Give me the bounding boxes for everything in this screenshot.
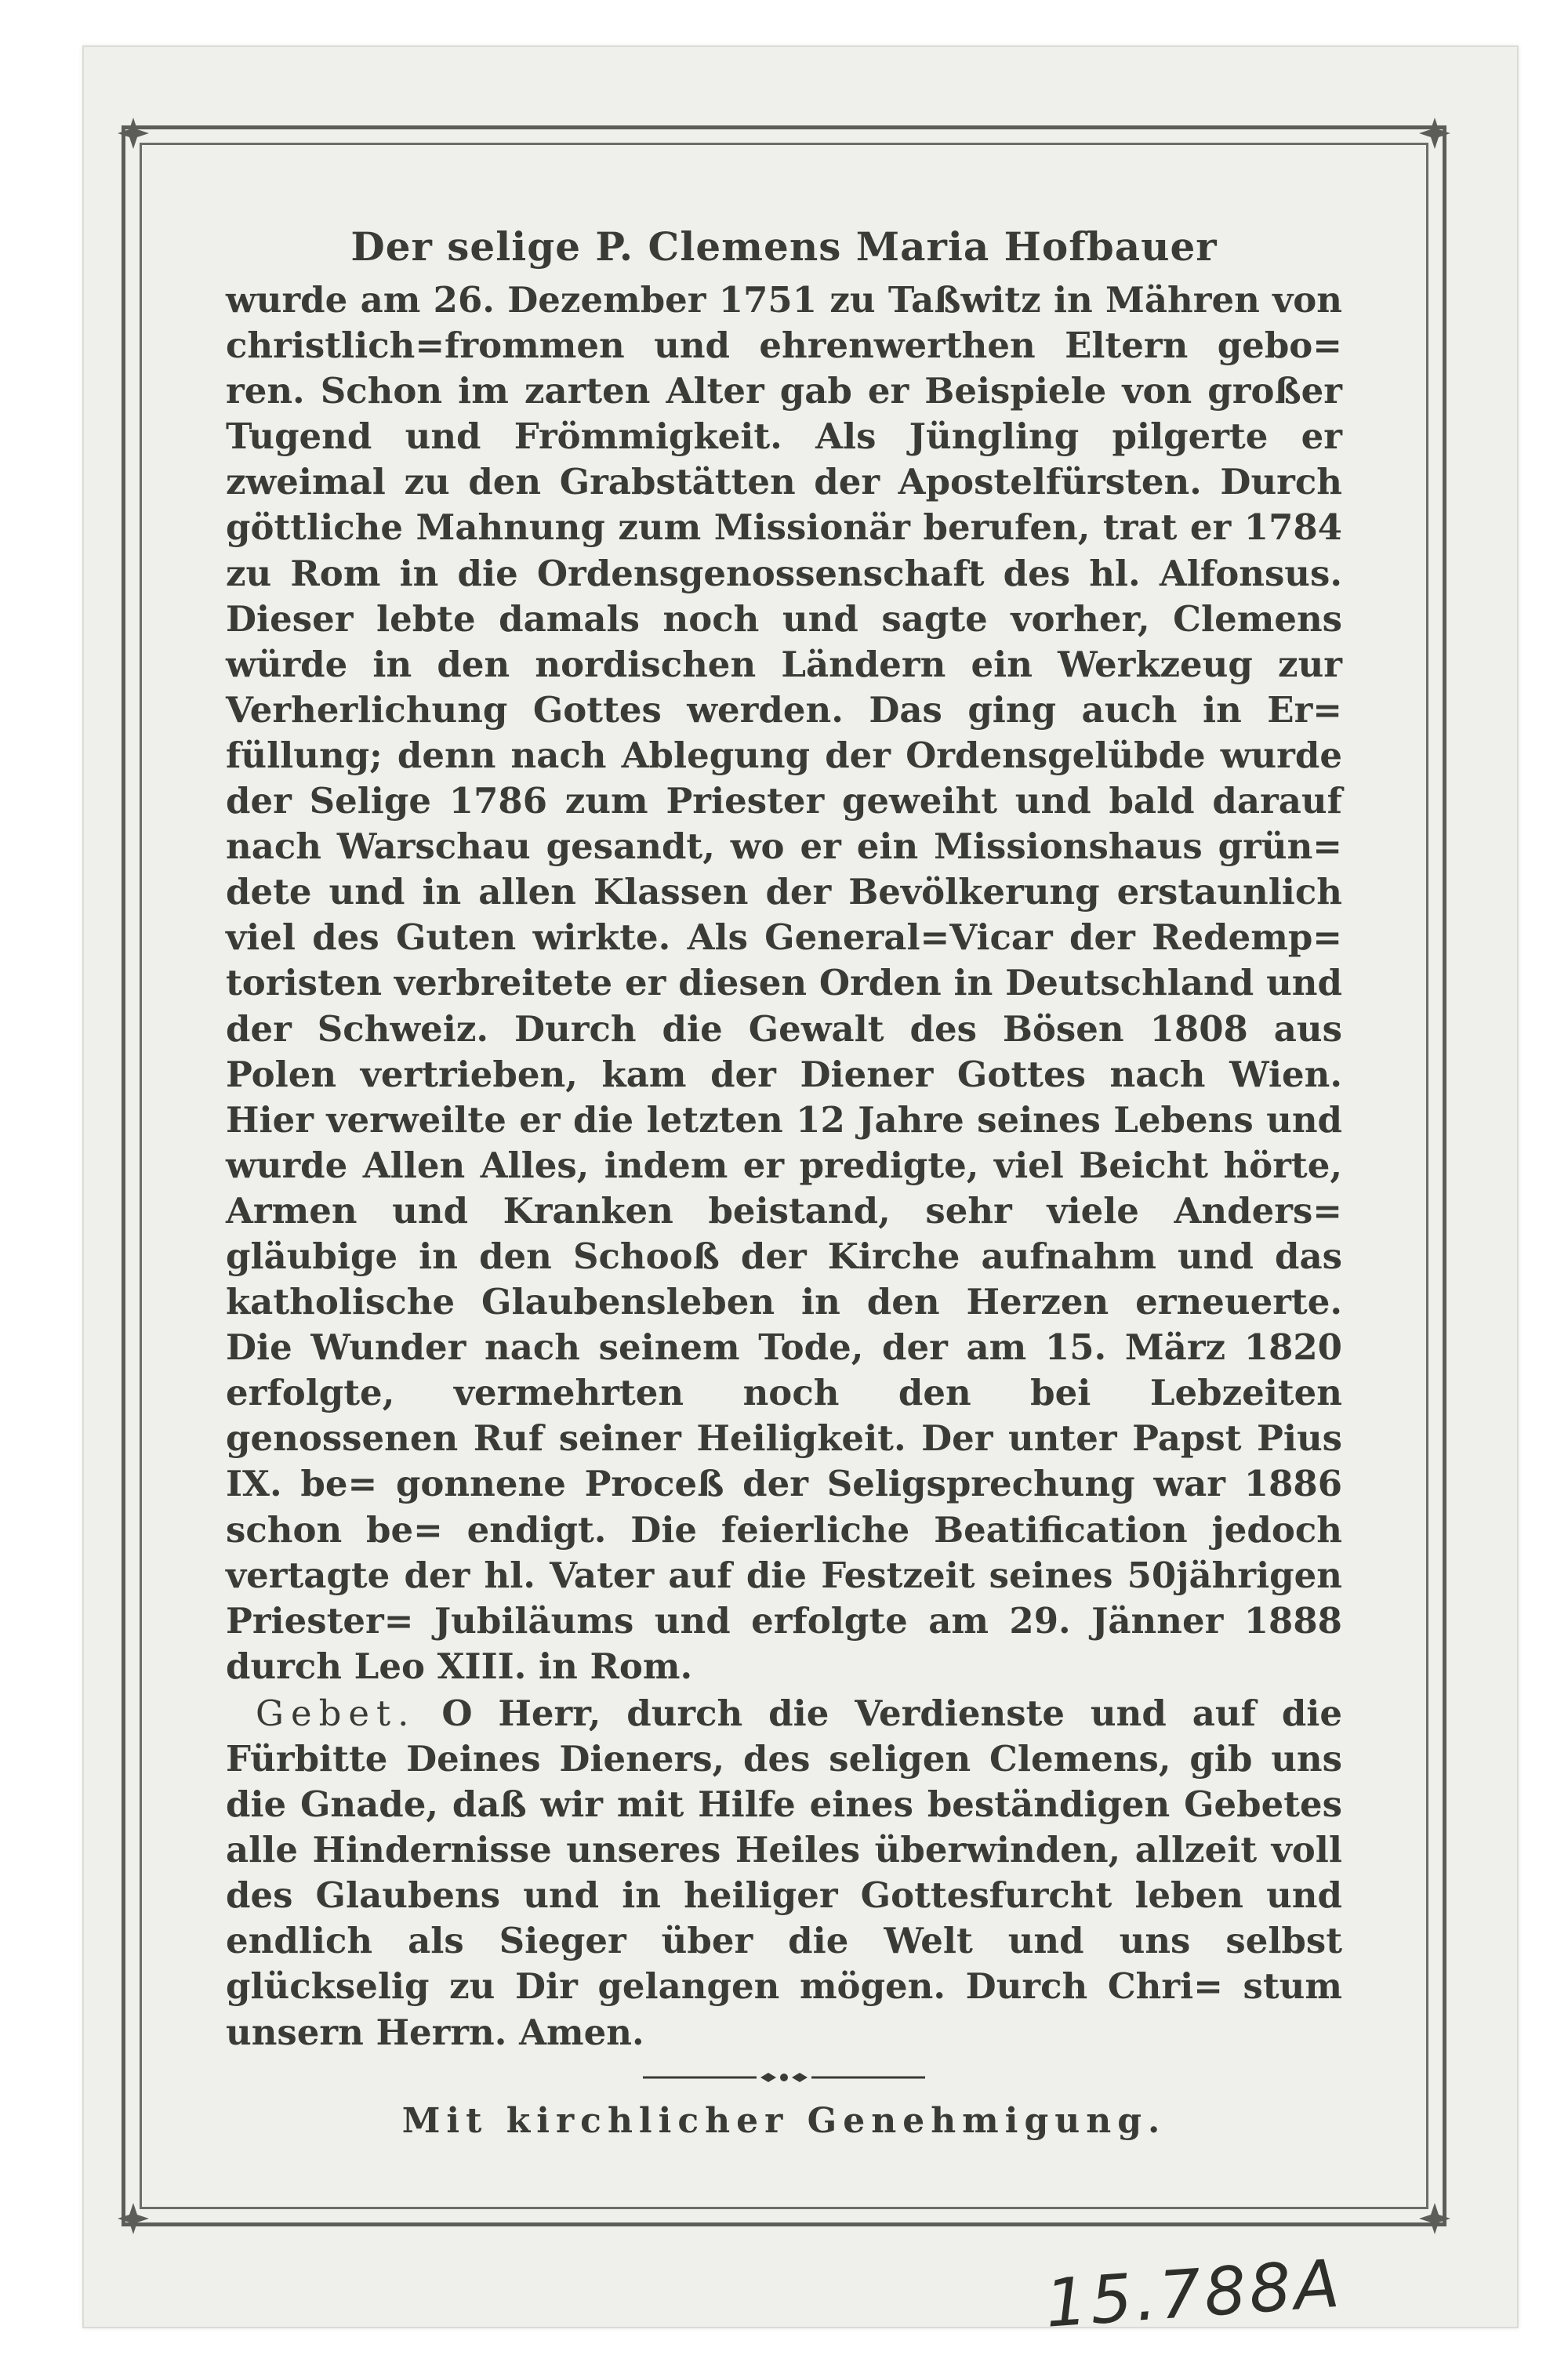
corner-ornament-top-left-icon: [110, 110, 157, 157]
archive-number-handwritten: 15.788A: [1043, 2244, 1345, 2342]
ecclesiastical-approval: Mit kirchlicher Genehmigung.: [401, 2101, 1167, 2141]
card-text: [226, 220, 1342, 2056]
corner-ornament-bottom-right-icon: [1411, 2195, 1458, 2242]
prayer-paragraph: [226, 1691, 1342, 2056]
prayer-label: Gebet.: [256, 1692, 416, 1734]
card-title: Der selige P. Clemens Maria Hofbauer: [350, 223, 1218, 270]
biography-text: wurde am 26. Dezember 1751 zu Taßwitz in Mähren von christlich=frommen und ehrenwerthen Eltern gebo= ren. Schon im zarten Alter gab er Beispiele von großer Tugend und Frömmigkeit. Als Jüngling pilgerte er zweimal zu den Grabstätten der Apostelfürsten. Durch göttliche Mahnung zum Missionär berufen, trat er 1784 zu Rom in die Ordensgenossenschaft des hl. Alfonsus. Dieser lebte damals noch und sagte vorher, Clemens würde in den nordischen Ländern ein Werkzeug zur Verherlichung Gottes werden. Das ging auch in Er= füllung; denn nach Ablegung der Ordensgelübde wurde der Selige 1786 zum Priester geweiht und bald darauf nach Warschau gesandt, wo er ein Missionshaus grün= dete und in allen Klassen der Bevölkerung erstaunlich viel des Guten wirkte. Als General=Vicar der Redemp= toristen verbreitete er diesen Orden in Deutschland und der Schweiz. Durch die Gewalt des Bösen 1808 aus Polen vertrieben, kam der Diener Gottes nach Wien. Hier verweilte er die letzten 12 Jahre seines Lebens und wurde Allen Alles, indem er predigte, viel Beicht hörte, Armen und Kranken beistand, sehr viele Anders= gläubige in den Schooß der Kirche aufnahm und das katholische Glaubensleben in den Herzen erneuerte. Die Wunder nach seinem Tode, der am 15. März 1820 erfolgte, vermehrten noch den bei Lebzeiten genossenen Ruf seiner Heiligkeit. Der unter Papst Pius IX. be= gonnene Proceß der Seligsprechung war 1886 schon be= endigt. Die feierliche Beatification jedoch vertagte der hl. Vater auf die Festzeit seines 50jährigen Priester= Jubiläums und erfolgte am 29. Jänner 1888 durch Leo XIII. in Rom.: [226, 279, 1342, 1687]
corner-ornament-top-right-icon: [1411, 110, 1458, 157]
divider-ornament-icon: [643, 2070, 925, 2085]
prayer-text: O Herr, durch die Verdienste und auf die Fürbitte Deines Dieners, des seligen Clemens, gib uns die Gnade, daß wir mit Hilfe eines beständigen Gebetes alle Hindernisse unseres Heiles überwinden, allzeit voll des Glaubens und in heiliger Gottesfurcht leben und endlich als Sieger über die Welt und uns selbst glückselig zu Dir gelangen mögen. Durch Chri= stum unsern Herrn. Amen.: [226, 1692, 1343, 2053]
corner-ornament-bottom-left-icon: [110, 2195, 157, 2242]
